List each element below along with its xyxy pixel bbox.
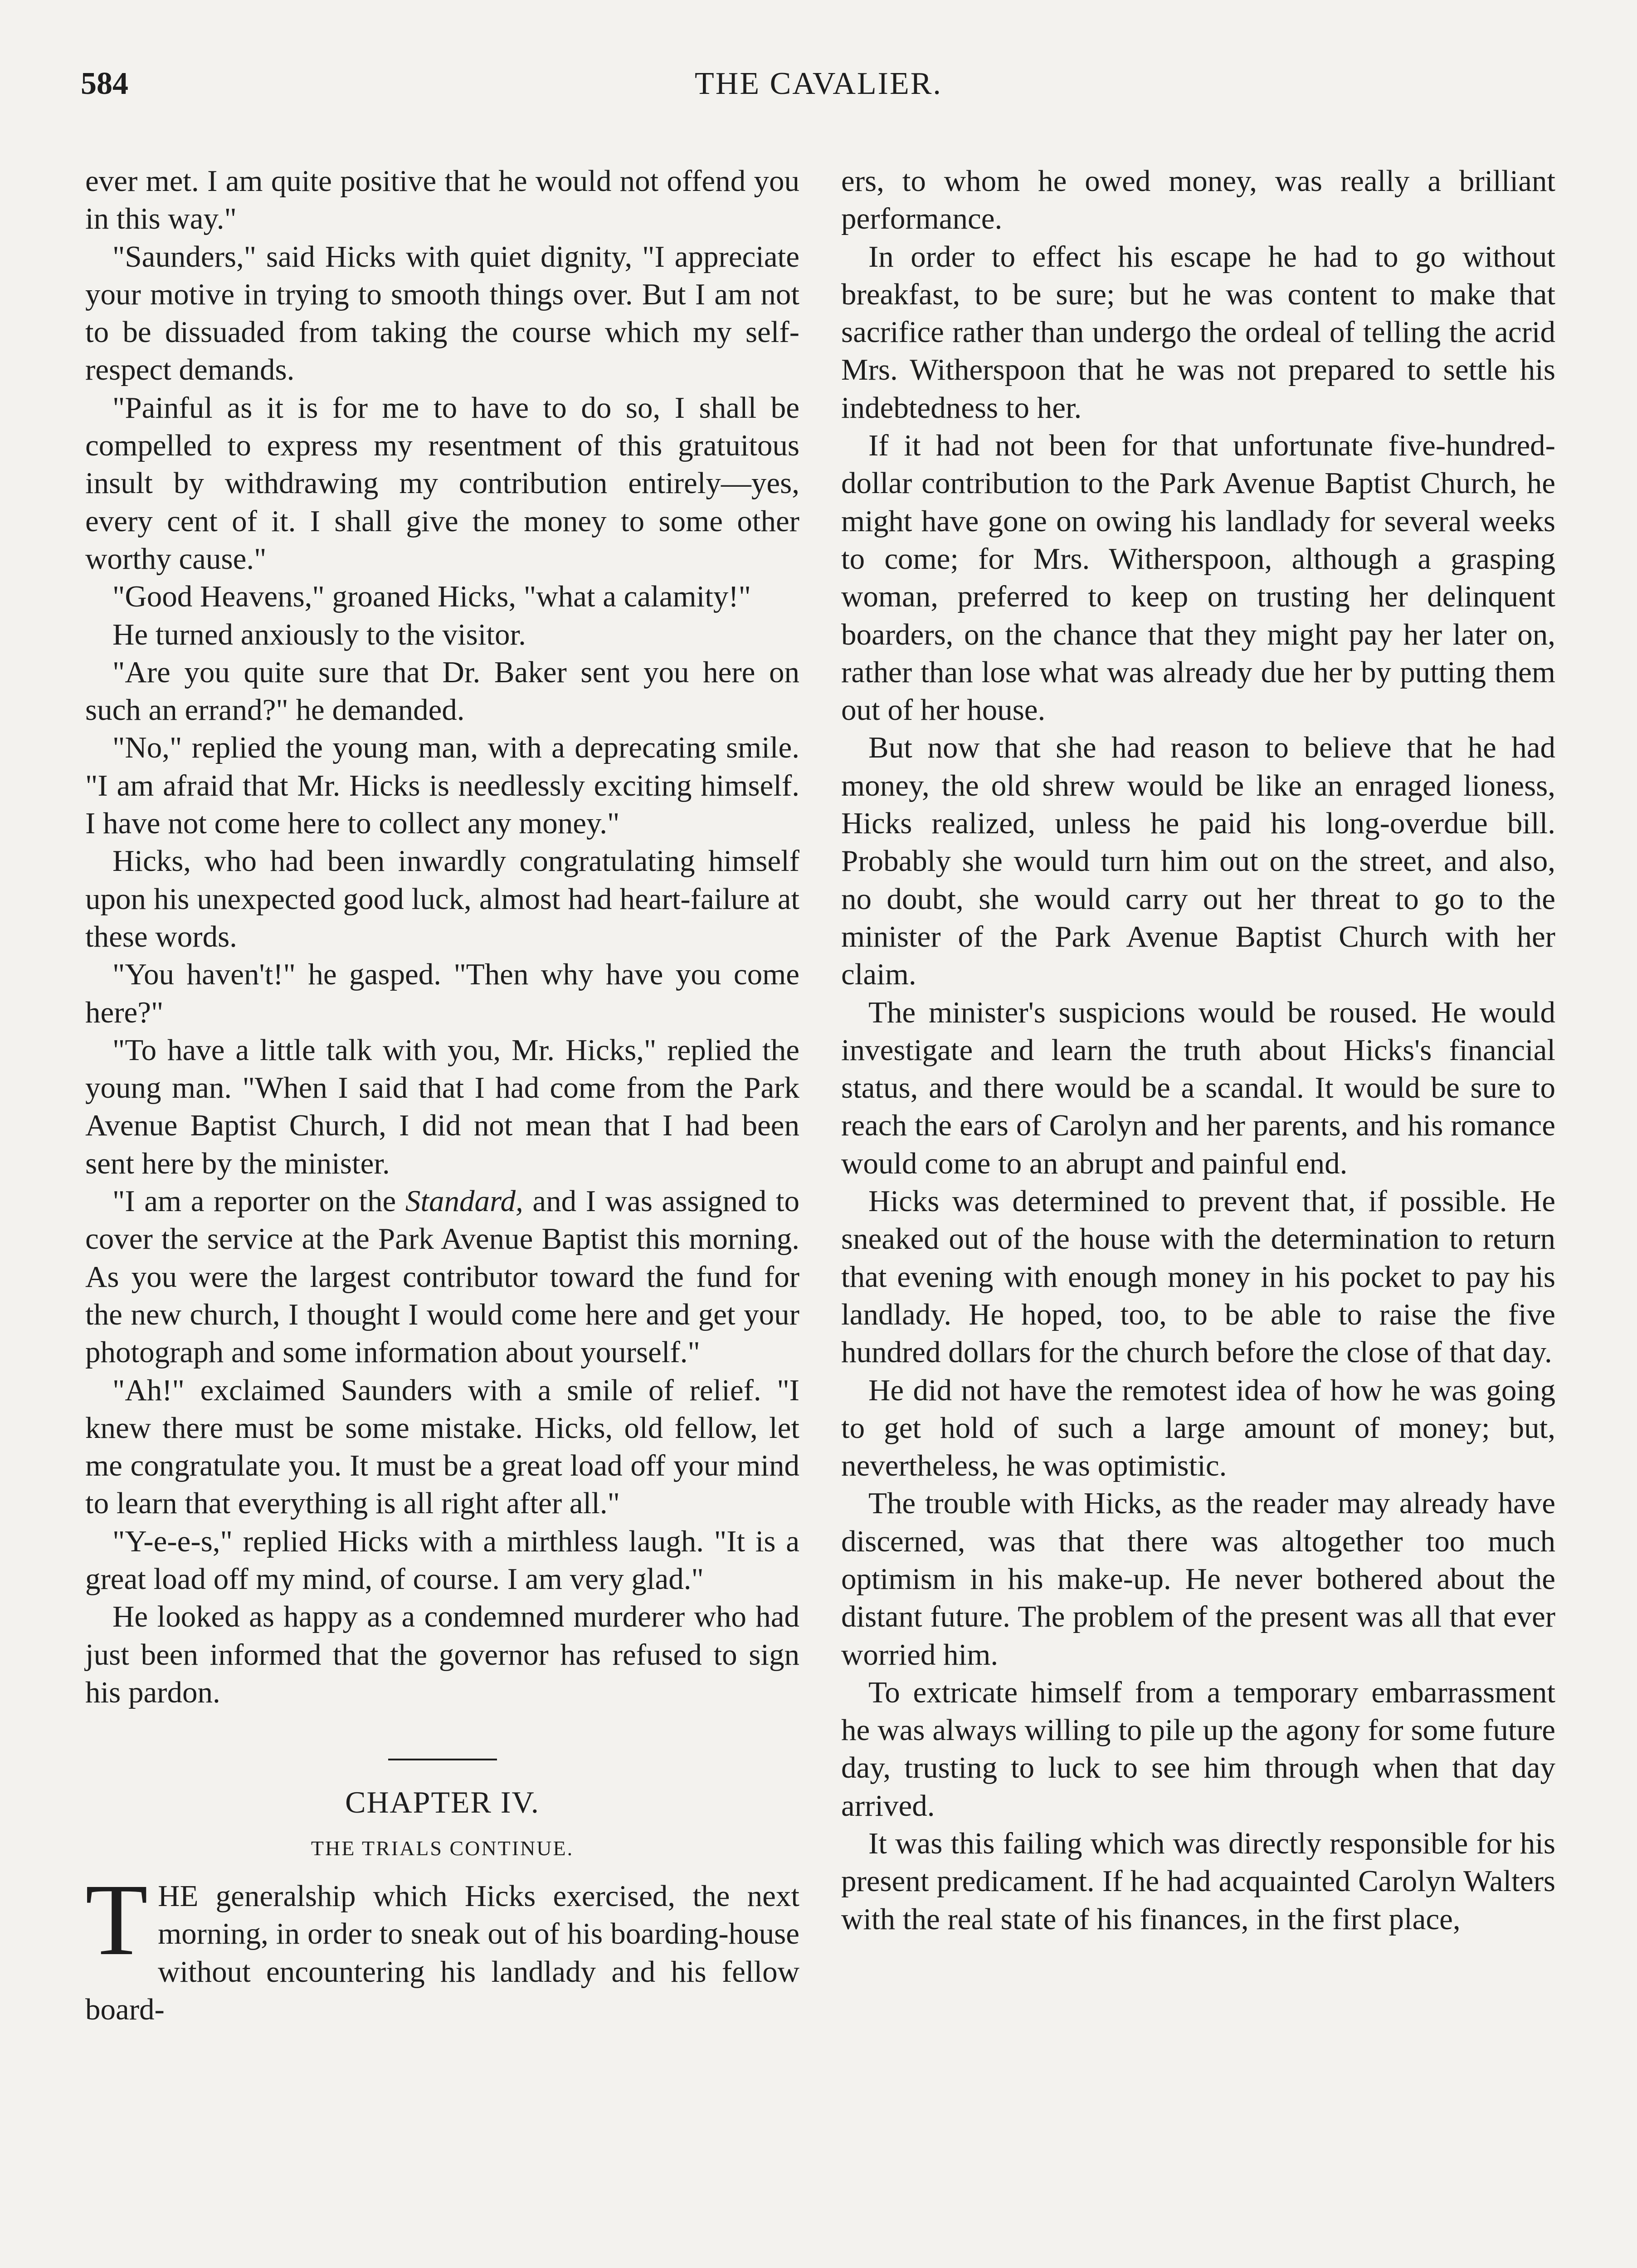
- page-number: 584: [81, 66, 128, 101]
- newspaper-name: Standard,: [405, 1184, 523, 1218]
- paragraph: "You haven't!" he gasped. "Then why have you come here?": [85, 958, 799, 1029]
- chapter-title: CHAPTER IV.: [345, 1785, 540, 1820]
- paragraph: "Saunders," said Hicks with quiet dignity, "I appreciate your motive in trying to smooth things over. But I am not to be dissuaded from taking the course which my self-respect demands.: [85, 240, 799, 387]
- chapter-opening-paragraph: [85, 1863, 799, 2028]
- paragraph: Hicks was determined to prevent that, if possible. He sneaked out of the house with the determination to return that evening with enough money in his pocket to pay his landlady. He hoped, too, to be able to raise the five hundred dollars for the church before the close of that day.: [841, 1184, 1555, 1369]
- paragraph: To extricate himself from a temporary embarrassment he was always willing to pile up the agony for some future day, trusting to luck to see him through when that day arrived.: [841, 1675, 1555, 1823]
- paragraph: "To have a little talk with you, Mr. Hicks," replied the young man. "When I said that I had come from the Park Avenue Baptist Church, I did not mean that I had been sent here by the minister.: [85, 1033, 799, 1180]
- right-column: [841, 162, 1555, 1938]
- paragraph: "Ah!" exclaimed Saunders with a smile of relief. "I knew there must be some mistake. Hicks, old fellow, let me congratulate you. It must be a great load off your mind to learn that everything is all right after all.": [85, 1373, 799, 1520]
- paragraph: He turned anxiously to the visitor.: [112, 617, 526, 651]
- paragraph: ever met. I am quite positive that he would not offend you in this way.": [85, 164, 799, 236]
- paragraph: He looked as happy as a condemned murderer who had just been informed that the governor has refused to sign his pardon.: [85, 1600, 799, 1709]
- running-title: THE CAVALIER.: [695, 66, 942, 101]
- paragraph: If it had not been for that unfortunate five-hundred-dollar contribution to the Park Avenue Baptist Church, he might have gone on owing his landlady for several weeks to come; for Mrs. Witherspoon, although a grasping woman, preferred to keep on trusting her delinquent boarders, on the chance that they might pay her later on, rather than lose what was already due her by putting them out of her house.: [841, 429, 1555, 727]
- left-column: [85, 162, 799, 2028]
- paragraph: But now that she had reason to believe that he had money, the old shrew would be like an enraged lioness, Hicks realized, unless he paid his long-overdue bill. Probably she would turn him out on the street, and also, no doubt, she would carry out her threat to go to the minister of the Park Avenue Baptist Church with her claim.: [841, 731, 1555, 992]
- paragraph: The trouble with Hicks, as the reader may already have discerned, was that there was altogether too much optimism in his make-up. He never bothered about the distant future. The problem of the present was all that ever worried him.: [841, 1486, 1555, 1672]
- chapter-subtitle: THE TRIALS CONTINUE.: [311, 1837, 574, 1860]
- paragraph: In order to effect his escape he had to go without breakfast, to be sure; but he was content to make that sacrifice rather than undergo the ordeal of telling the acrid Mrs. Witherspoon that he was not prepared to settle his indebtedness to her.: [841, 240, 1555, 425]
- paragraph: It was this failing which was directly responsible for his present predicament. If he had acquainted Carolyn Walters with the real state of his finances, in the first place,: [841, 1827, 1555, 1936]
- paragraph: "Are you quite sure that Dr. Baker sent you here on such an errand?" he demanded.: [85, 655, 799, 727]
- chapter-divider: [388, 1759, 497, 1760]
- paragraph-text: HE generalship which Hicks exercised, the next morning, in order to sneak out of his boarding-house without encountering his landlady and his fellow board-: [85, 1879, 799, 2027]
- paragraph: "Good Heavens," groaned Hicks, "what a calamity!": [112, 580, 751, 614]
- drop-cap: T: [85, 1863, 148, 1977]
- paragraph: "Y-e-e-s," replied Hicks with a mirthless laugh. "It is a great load off my mind, of course. I am very glad.": [85, 1524, 799, 1596]
- paragraph: He did not have the remotest idea of how he was going to get hold of such a large amount of money; but, nevertheless, he was optimistic.: [841, 1373, 1555, 1483]
- paragraph: The minister's suspicions would be roused. He would investigate and learn the truth about Hicks's financial status, and there would be a scandal. It would be sure to reach the ears of Carolyn and her parents, and his romance would come to an abrupt and painful end.: [841, 995, 1555, 1180]
- paragraph-text: and I was assigned to cover the service at the Park Avenue Baptist this morning. As you were the largest contributor toward the fund for the new church, I thought I would come here and get your photograph and some information about yourself.": [85, 1184, 799, 1369]
- paragraph: "Painful as it is for me to have to do so, I shall be compelled to express my resentment of this gratuitous insult by withdrawing my contribution entirely—yes, every cent of it. I shall give the money to some other worthy cause.": [85, 391, 799, 576]
- paragraph: [85, 1183, 799, 1371]
- paragraph: "No," replied the young man, with a deprecating smile. "I am afraid that Mr. Hicks is needlessly exciting himself. I have not come here to collect any money.": [85, 731, 799, 841]
- paragraph: ers, to whom he owed money, was really a brilliant performance.: [841, 164, 1555, 236]
- paragraph: Hicks, who had been inwardly congratulating himself upon his unexpected good luck, almost had heart-failure at these words.: [85, 844, 799, 953]
- paragraph-text: "I am a reporter on the: [112, 1184, 405, 1218]
